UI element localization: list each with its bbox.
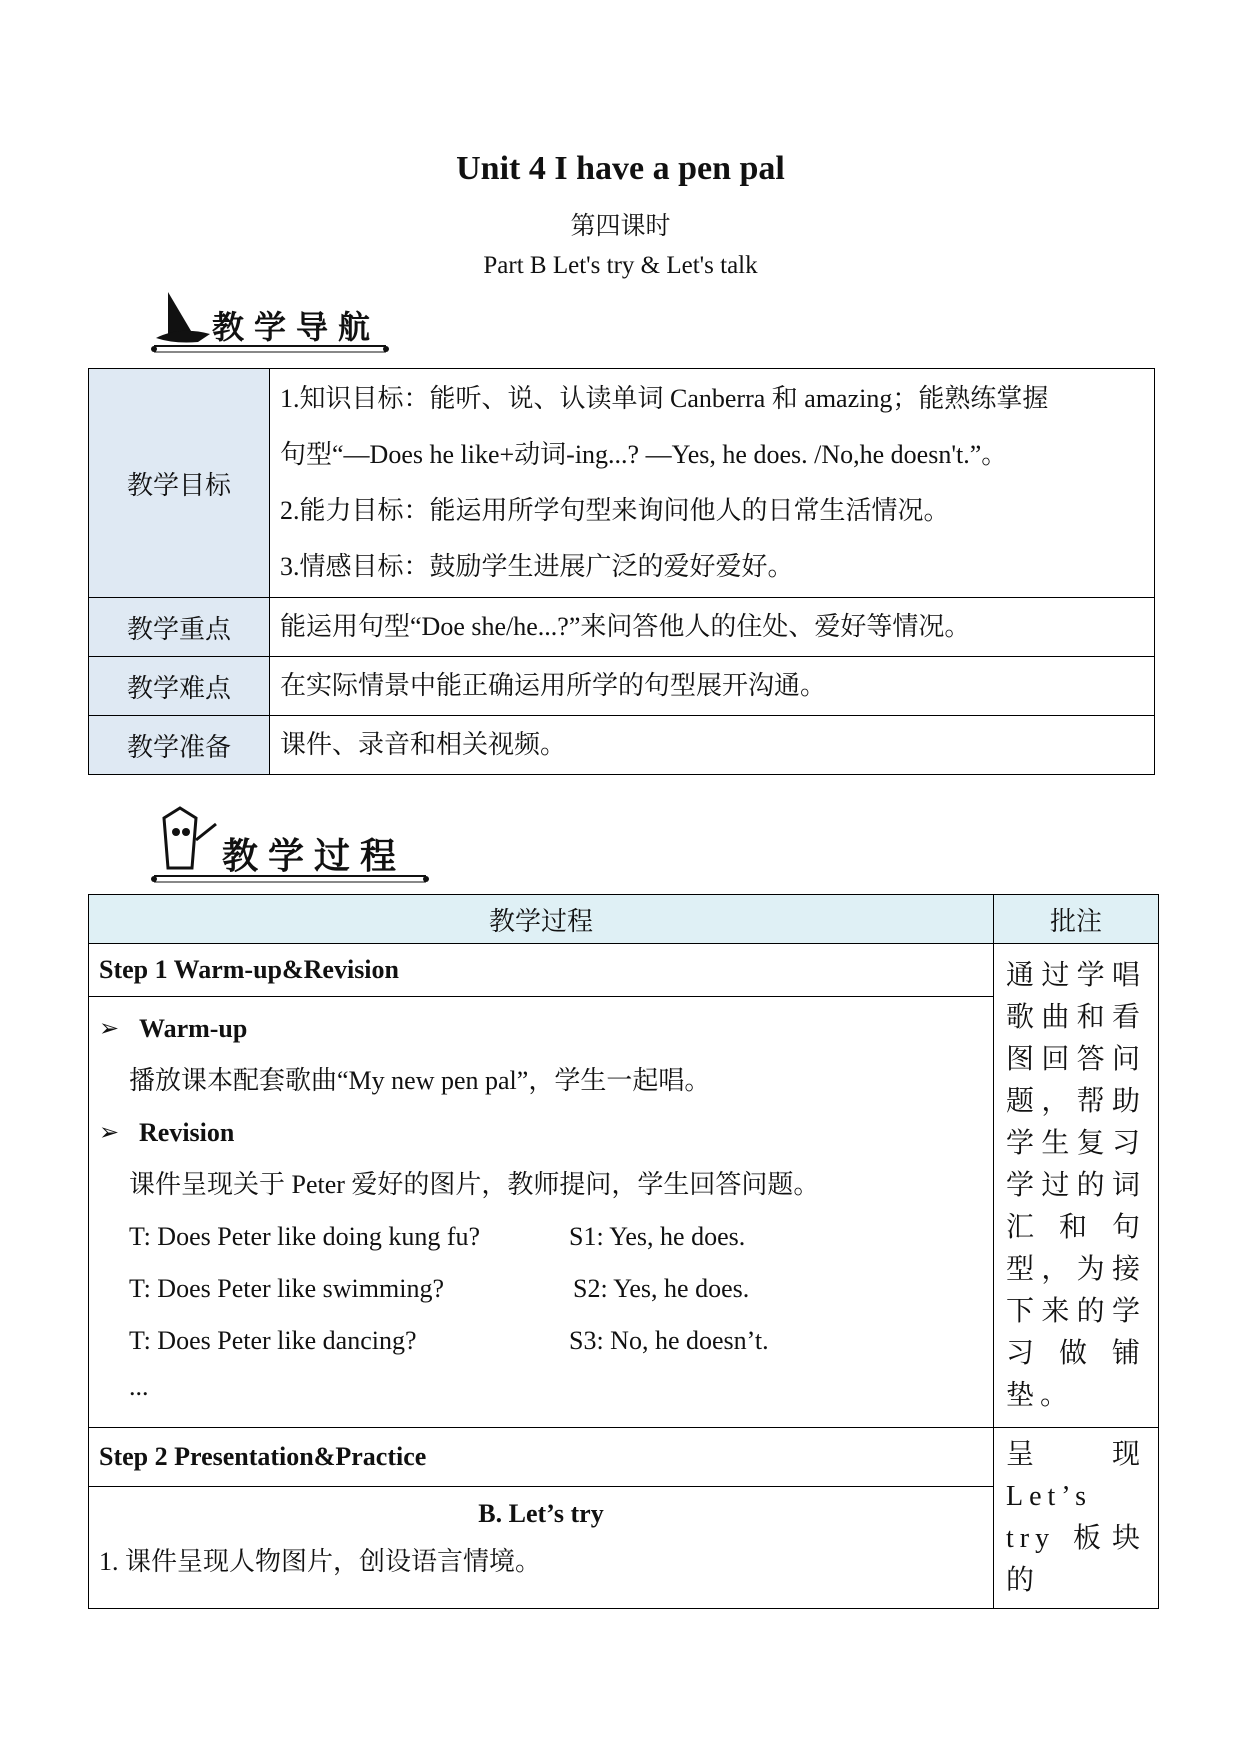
row-label: 教学重点 bbox=[89, 598, 270, 657]
table-row bbox=[89, 944, 1159, 997]
step1-title: Step 1 Warm-up&Revision bbox=[89, 944, 994, 997]
teaching-nav-banner bbox=[150, 286, 390, 356]
row-content: 课件、录音和相关视频。 bbox=[270, 716, 1155, 775]
revision-text: 课件呈现关于 Peter 爱好的图片，教师提问，学生回答问题。 bbox=[129, 1170, 820, 1199]
dialog-line bbox=[99, 1263, 983, 1315]
row-content: 能运用句型“Doe she/he...?”来问答他人的住处、爱好等情况。 bbox=[270, 598, 1155, 657]
revision-heading bbox=[99, 1107, 983, 1159]
row-label: 教学目标 bbox=[89, 369, 270, 598]
teaching-process-label: 教学过程 bbox=[222, 836, 407, 877]
step1-note: 通过学唱歌曲和看图回答问题，帮助学生复习学过的词汇和句型，为接下来的学习做铺垫。 bbox=[994, 944, 1159, 1428]
step2-item: 1. 课件呈现人物图片，创设语言情境。 bbox=[99, 1547, 542, 1577]
teacher-question: T: Does Peter like swimming? bbox=[129, 1274, 444, 1303]
table-row bbox=[89, 716, 1155, 775]
table-row bbox=[89, 369, 1155, 598]
arrow-bullet-icon: ➢ bbox=[99, 1120, 120, 1146]
student-answer: S3: No, he doesn’t. bbox=[569, 1326, 769, 1355]
teaching-goals-table bbox=[88, 368, 1155, 775]
student-answer: S2: Yes, he does. bbox=[573, 1274, 750, 1303]
row-label: 教学难点 bbox=[89, 657, 270, 716]
warmup-title: Warm-up bbox=[139, 1014, 248, 1043]
column-header-note: 批注 bbox=[994, 895, 1159, 944]
student-answer: S1: Yes, he does. bbox=[569, 1222, 746, 1251]
goal-line: 2.能力目标：能运用所学句型来询问他人的日常生活情况。 bbox=[280, 496, 950, 525]
step2-body bbox=[89, 1487, 994, 1609]
lesson-number: 第四课时 bbox=[570, 213, 671, 240]
ellipsis: ... bbox=[129, 1372, 149, 1401]
step1-body bbox=[89, 997, 994, 1428]
lesson-part: Part B Let's try & Let's talk bbox=[483, 252, 758, 279]
table-header-row bbox=[89, 895, 1159, 944]
warmup-heading bbox=[99, 1003, 983, 1055]
warmup-text: 播放课本配套歌曲“My new pen pal”，学生一起唱。 bbox=[129, 1066, 711, 1095]
teaching-process-table bbox=[88, 894, 1159, 1609]
column-header-process: 教学过程 bbox=[89, 895, 994, 944]
row-label: 教学准备 bbox=[89, 716, 270, 775]
goal-line: 句型“—Does he like+动词-ing...? —Yes, he does. /No,he doesn't.”。 bbox=[280, 440, 1008, 469]
table-row bbox=[89, 657, 1155, 716]
teacher-question: T: Does Peter like doing kung fu? bbox=[129, 1222, 481, 1251]
step2-note: 呈现 Let’s try 板块的 bbox=[994, 1428, 1159, 1609]
teaching-process-banner bbox=[150, 806, 430, 888]
goal-line: 1.知识目标：能听、说、认读单词 Canberra 和 amazing；能熟练掌握 bbox=[280, 384, 1049, 413]
row-content bbox=[270, 369, 1155, 598]
dialog-line bbox=[99, 1211, 983, 1263]
teaching-nav-label: 教学导航 bbox=[212, 308, 381, 346]
document-title: Unit 4 I have a pen pal bbox=[456, 150, 785, 187]
table-row bbox=[89, 598, 1155, 657]
revision-title: Revision bbox=[139, 1118, 235, 1147]
row-content: 在实际情景中能正确运用所学的句型展开沟通。 bbox=[270, 657, 1155, 716]
teacher-question: T: Does Peter like dancing? bbox=[129, 1326, 417, 1355]
goal-line: 3.情感目标：鼓励学生进展广泛的爱好爱好。 bbox=[280, 552, 794, 581]
step2-title: Step 2 Presentation&Practice bbox=[89, 1428, 994, 1487]
arrow-bullet-icon: ➢ bbox=[99, 1016, 120, 1042]
table-row bbox=[89, 1428, 1159, 1487]
dialog-line bbox=[99, 1315, 983, 1367]
lets-try-heading: B. Let’s try bbox=[478, 1499, 604, 1529]
